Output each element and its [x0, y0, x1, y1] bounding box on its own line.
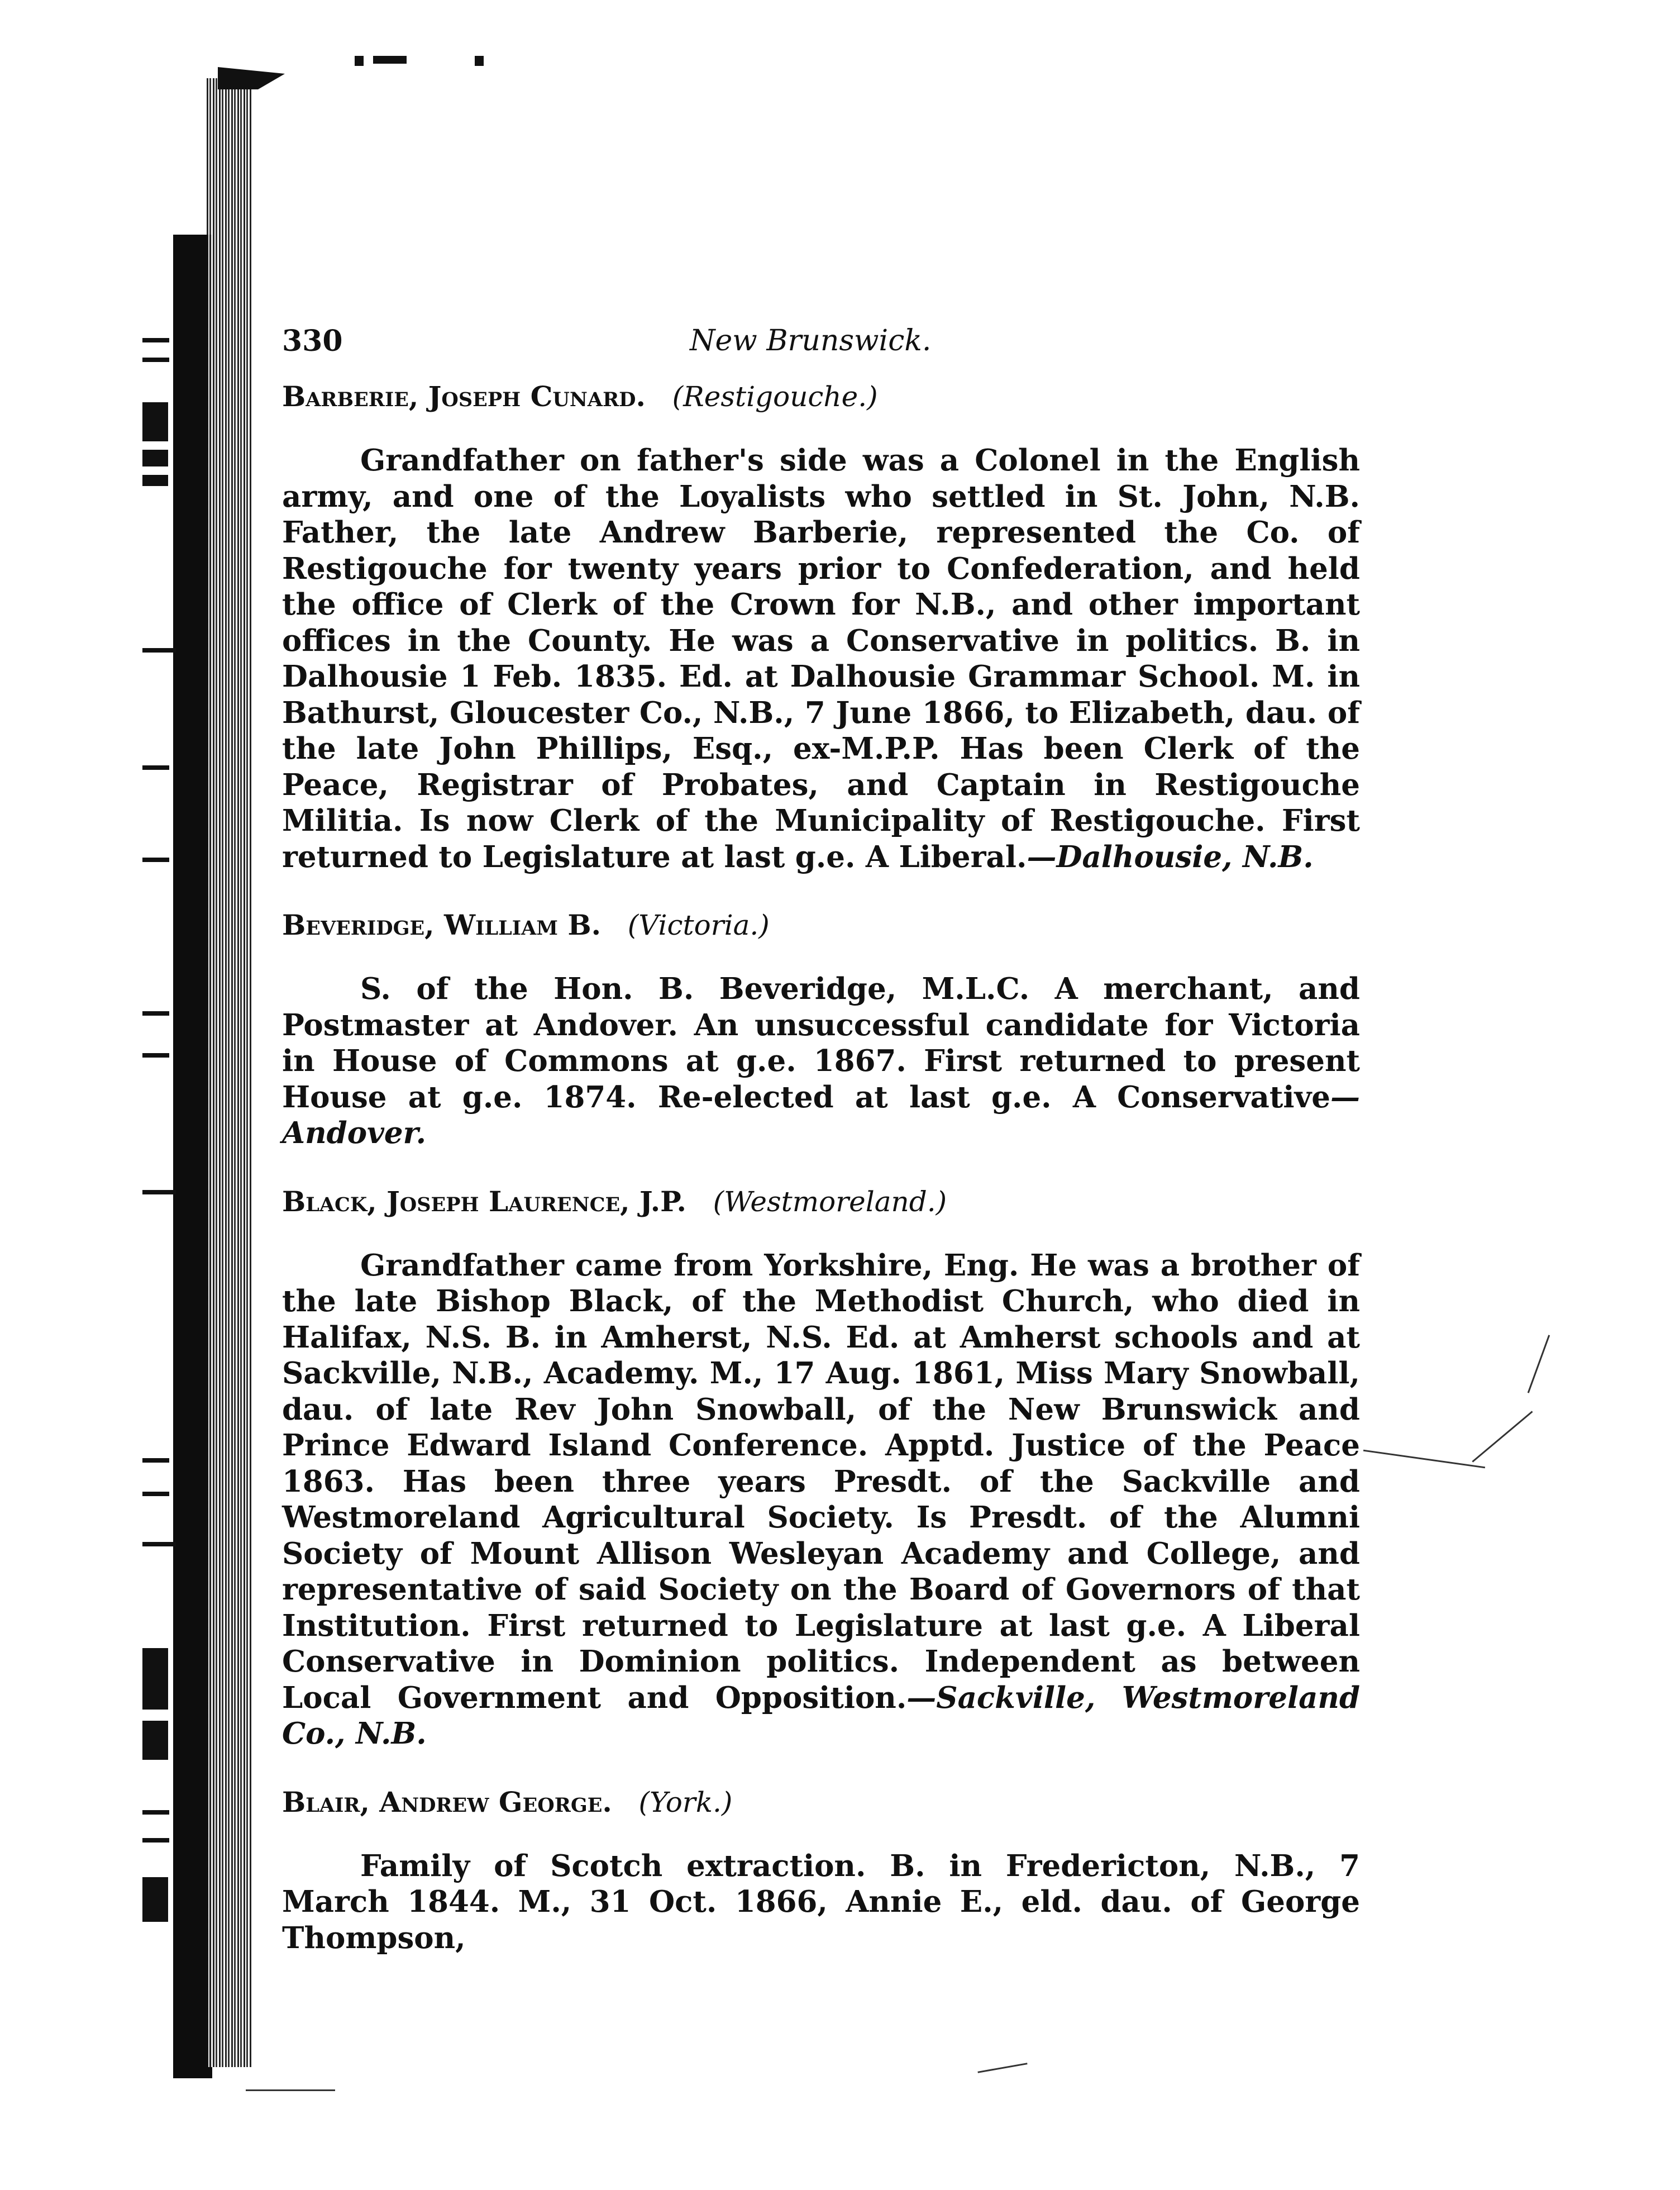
biography-entry: [282, 380, 1360, 875]
entry-body-text: Grandfather on father's side was a Colonel in the English army, and one of the Loyalists who settled in St. John, N.B. Father, the late Andrew Barberie, represented the Co. of Restigouche for twenty years prior to Confederation, and held the office of Clerk of the Crown for N.B., and other important offices in the County. He was a Conservative in politics. B. in Dalhousie 1 Feb. 1835. Ed. at Dalhousie Grammar School. M. in Bathurst, Gloucester Co., N.B., 7 June 1866, to Elizabeth, dau. of the late John Phillips, Esq., ex-M.P.P. Has been Clerk of the Peace, Registrar of Probates, and Captain in Restigouche Militia. Is now Clerk of the Municipality of Restigouche. First returned to Legislature at last g.e. A Liberal.: [282, 443, 1360, 874]
entry-address: —Andover.: [282, 1079, 1360, 1150]
entry-heading: [282, 1185, 1360, 1218]
scan-mark: [142, 475, 168, 486]
scan-mark: [355, 56, 364, 66]
scan-mark: [142, 1053, 169, 1058]
page-text-block: [282, 313, 1360, 1989]
entry-body-text: Family of Scotch extraction. B. in Fredericton, N.B., 7 March 1844. M., 31 Oct. 1866, Annie E., eld. dau. of George Thompson,: [282, 1848, 1360, 1955]
scan-mark: [142, 1492, 169, 1496]
scan-mark: [142, 358, 169, 362]
entry-address: —Sackville, Westmoreland Co., N.B.: [282, 1680, 1360, 1751]
running-head: [282, 313, 1360, 363]
scan-mark: [142, 1838, 169, 1843]
scan-mark: [142, 1810, 169, 1815]
scan-mark: [475, 56, 484, 66]
scan-mark: [142, 1458, 169, 1463]
biography-entry: [282, 1185, 1360, 1752]
scan-mark: [142, 765, 169, 770]
entry-body: [282, 442, 1360, 875]
constituency: (Victoria.): [627, 909, 770, 941]
member-name: Black, Joseph Laurence, J.P.: [282, 1184, 686, 1218]
binding-gutter: [207, 78, 251, 2067]
scan-mark: [142, 1721, 168, 1760]
scan-mark: [246, 2089, 335, 2091]
scan-mark: [142, 1648, 168, 1710]
entry-heading: [282, 380, 1360, 413]
scan-mark: [142, 648, 176, 653]
scan-mark: [373, 56, 407, 64]
scan-mark: [142, 338, 169, 342]
scan-mark: [142, 1011, 169, 1016]
scan-mark: [142, 1190, 176, 1194]
pen-stroke: [1528, 1335, 1550, 1393]
constituency: (Restigouche.): [672, 380, 878, 413]
biography-entry: [282, 908, 1360, 1151]
running-title: New Brunswick.: [690, 324, 932, 358]
entry-body-text: S. of the Hon. B. Beveridge, M.L.C. A merchant, and Postmaster at Andover. An unsuccessful candidate for Victoria in House of Commons at g.e. 1867. First returned to present House at g.e. 1874. Re-elected at last g.e. A Conservative: [282, 972, 1360, 1115]
pen-stroke: [1363, 1450, 1485, 1469]
member-name: Barberie, Joseph Cunard.: [282, 380, 646, 413]
scan-mark: [142, 402, 168, 441]
entry-address: —Dalhousie, N.B.: [1027, 839, 1314, 874]
pen-stroke: [1472, 1411, 1533, 1462]
scan-mark: [977, 2063, 1027, 2073]
constituency: (York.): [638, 1786, 733, 1818]
member-name: Beveridge, William B.: [282, 908, 602, 941]
page-number: 330: [282, 324, 343, 358]
entry-body: [282, 1848, 1360, 1956]
scan-mark: [142, 1542, 176, 1546]
scan-mark: [142, 1877, 168, 1922]
constituency: (Westmoreland.): [713, 1185, 947, 1218]
entry-body: [282, 1248, 1360, 1752]
entry-heading: [282, 908, 1360, 942]
entry-body-text: Grandfather came from Yorkshire, Eng. He was a brother of the late Bishop Black, of the Methodist Church, who died in Halifax, N.S. B. in Amherst, N.S. Ed. at Amherst schools and at Sackville, N.B., Academy. M., 17 Aug. 1861, Miss Mary Snowball, dau. of late Rev John Snowball, of the New Brunswick and Prince Edward Island Conference. Apptd. Justice of the Peace 1863. Has been three years Presdt. of the Sackville and Westmoreland Agricultural Society. Is Presdt. of the Alumni Society of Mount Allison Wesleyan Academy and College, and representative of said Society on the Board of Governors of that Institution. First returned to Legislature at last g.e. A Liberal Conservative in Dominion politics. Independent as between Local Government and Opposition.: [282, 1248, 1360, 1715]
scan-mark: [142, 858, 169, 862]
member-name: Blair, Andrew George.: [282, 1785, 612, 1818]
scan-mark: [142, 450, 168, 466]
entry-heading: [282, 1786, 1360, 1819]
biography-entry: [282, 1786, 1360, 1956]
binding-top-fold: [218, 67, 285, 89]
entry-body: [282, 971, 1360, 1151]
